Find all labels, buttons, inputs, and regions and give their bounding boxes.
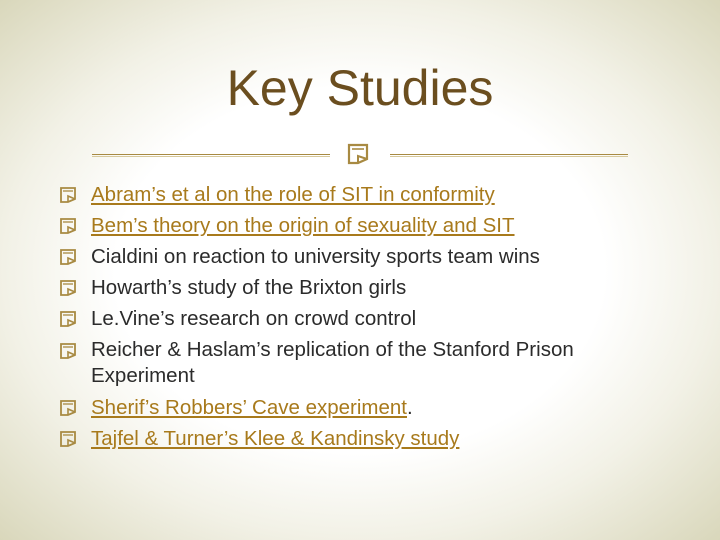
list-item (58, 179, 678, 210)
list-item (58, 392, 678, 423)
divider-line-left (92, 154, 330, 155)
bullet-link[interactable]: Tajfel & Turner’s Klee & Kandinsky study (91, 427, 460, 450)
list-item (58, 241, 678, 272)
page-curl-icon (344, 142, 376, 166)
bullet-suffix: . (407, 396, 413, 419)
bullet-list (58, 179, 678, 454)
title-divider (92, 150, 628, 162)
page-curl-bullet-icon (58, 335, 86, 366)
list-item (58, 337, 678, 389)
list-item (58, 423, 678, 454)
page-curl-bullet-icon (58, 241, 86, 272)
list-item (58, 210, 678, 241)
bullet-text: Howarth’s study of the Brixton girls (91, 276, 407, 299)
slide-title: Key Studies (226, 60, 494, 116)
list-item (58, 272, 678, 303)
divider-line-right (390, 154, 628, 155)
page-curl-bullet-icon (58, 423, 86, 454)
bullet-text: Le.Vine’s research on crowd control (91, 307, 417, 330)
page-curl-bullet-icon (58, 179, 86, 210)
page-curl-bullet-icon (58, 210, 86, 241)
page-curl-bullet-icon (58, 392, 86, 423)
page-curl-bullet-icon (58, 303, 86, 334)
bullet-text: Reicher & Haslam’s replication of the Stanford Prison Experiment (91, 338, 574, 387)
bullet-link[interactable]: Bem’s theory on the origin of sexuality and SIT (91, 214, 515, 237)
list-item (58, 303, 678, 334)
bullet-text: Cialdini on reaction to university sports team wins (91, 245, 540, 268)
page-curl-bullet-icon (58, 272, 86, 303)
bullet-link[interactable]: Abram’s et al on the role of SIT in conformity (91, 183, 495, 206)
bullet-link[interactable]: Sherif’s Robbers’ Cave experiment (91, 396, 407, 419)
